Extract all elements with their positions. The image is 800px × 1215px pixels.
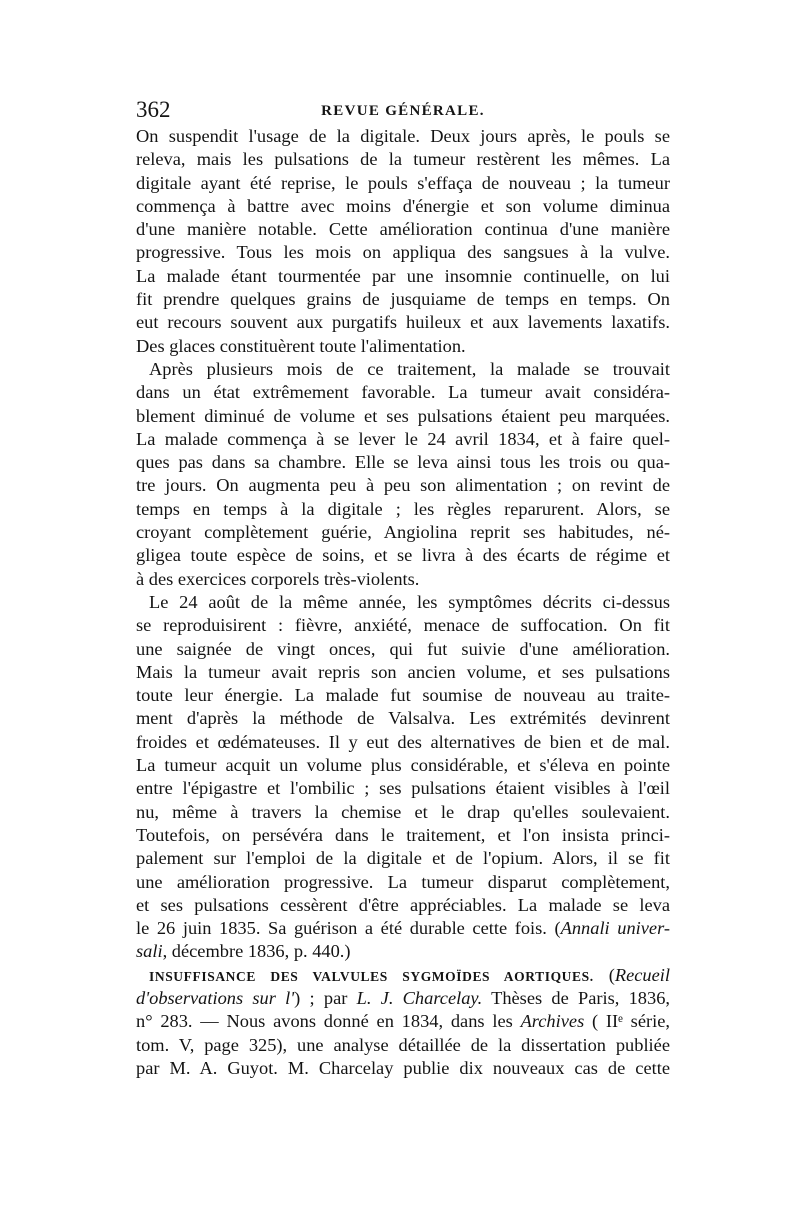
paragraph-2 <box>136 358 670 591</box>
text-line <box>136 940 670 963</box>
text-line: commença à battre avec moins d'énergie et son volume diminua <box>136 195 670 216</box>
text-segment: ( IIᵉ série, <box>584 1011 670 1032</box>
text-segment: , décembre 1836, p. 440.) <box>162 941 351 962</box>
text-line: froides et œdémateuses. Il y eut des alternatives de bien et de mal. <box>136 731 670 752</box>
text-line: entre l'épigastre et l'ombilic ; ses pulsations étaient visibles à l'œil <box>136 778 670 799</box>
text-line: nu, même à travers la chemise et le drap qu'elles soulevaient. <box>136 801 670 822</box>
text-line: se reproduisirent : fièvre, anxiété, menace de suffocation. On fit <box>136 615 670 636</box>
text-line: Toutefois, on persévéra dans le traitement, et l'on insista princi- <box>136 824 670 845</box>
text-line: toute leur énergie. La malade fut soumise de nouveau au traite- <box>136 685 670 706</box>
work-title: d'observations sur l' <box>136 987 295 1008</box>
work-title: Recueil <box>614 964 670 985</box>
paragraph-3 <box>136 591 670 964</box>
text-segment: le 26 juin 1835. Sa guérison a été durable cette fois. ( <box>136 918 561 939</box>
text-line: temps en temps à la digitale ; les règles reparurent. Alors, se <box>136 498 670 519</box>
paragraph-4 <box>136 964 670 1080</box>
text-line: ques pas dans sa chambre. Elle se leva ainsi tous les trois ou qua- <box>136 452 670 473</box>
text-line: palement sur l'emploi de la digitale et de l'opium. Alors, il se fit <box>136 848 670 869</box>
text-line: eut recours souvent aux purgatifs huileux et aux lavements laxatifs. <box>136 312 670 333</box>
journal-title: sali <box>136 941 163 962</box>
document-page <box>136 95 670 1080</box>
author-name: L. J. Charcelay. <box>356 987 483 1008</box>
text-line: croyant complètement guérie, Angiolina reprit ses habitudes, né- <box>136 522 670 543</box>
page-header <box>136 95 670 125</box>
text-line: progressive. Tous les mois on appliqua des sangsues à la vulve. <box>136 242 670 263</box>
text-line <box>136 987 670 1010</box>
paragraph-1 <box>136 125 670 358</box>
text-line: La malade étant tourmentée par une insomnie continuelle, on lui <box>136 265 670 286</box>
text-line: Des glaces constituèrent toute l'alimentation. <box>136 335 466 356</box>
text-line: d'une manière notable. Cette amélioration continua d'une manière <box>136 219 670 240</box>
text-line: et ses pulsations cessèrent d'être appréciables. La malade se leva <box>136 894 670 915</box>
section-title: INSUFFISANCE DES VALVULES SYGMOÏDES AORTIQUES. <box>149 968 594 984</box>
text-line: On suspendit l'usage de la digitale. Deux jours après, le pouls se <box>136 126 670 146</box>
journal-title: Annali univer- <box>560 918 670 939</box>
text-line: dans un état extrêmement favorable. La tumeur avait considéra- <box>136 382 670 403</box>
text-line: gligea toute espèce de soins, et se livra à des écarts de régime et <box>136 545 670 566</box>
page-number: 362 <box>136 97 171 122</box>
text-line: La malade commença à se lever le 24 avril 1834, et à faire quel- <box>136 428 670 449</box>
text-line: Le 24 août de la même année, les symptômes décrits ci-dessus <box>149 591 670 612</box>
text-line: à des exercices corporels très-violents. <box>136 568 420 589</box>
text-line: releva, mais les pulsations de la tumeur restèrent les mêmes. La <box>136 149 670 170</box>
text-line: Mais la tumeur avait repris son ancien volume, et ses pulsations <box>136 661 670 682</box>
text-line <box>136 917 670 940</box>
text-segment: ) ; par <box>294 987 357 1008</box>
text-line: digitale ayant été reprise, le pouls s'effaça de nouveau ; la tumeur <box>136 172 670 193</box>
text-segment: n° 283. — Nous avons donné en 1834, dans les <box>136 1011 521 1032</box>
text-line <box>136 1010 670 1033</box>
text-line: une saignée de vingt onces, qui fut suivie d'une amélioration. <box>136 638 670 659</box>
text-segment: ( <box>593 964 615 985</box>
text-line: tre jours. On augmenta peu à peu son alimentation ; on revint de <box>136 475 670 496</box>
running-head: REVUE GÉNÉRALE. <box>321 103 485 119</box>
text-line: une amélioration progressive. La tumeur disparut complètement, <box>136 871 670 892</box>
text-line: fit prendre quelques grains de jusquiame de temps en temps. On <box>136 289 670 310</box>
text-line: ment d'après la méthode de Valsalva. Les extrémités devinrent <box>136 708 670 729</box>
text-line: par M. A. Guyot. M. Charcelay publie dix nouveaux cas de cette <box>136 1057 670 1078</box>
journal-title: Archives <box>520 1011 585 1032</box>
text-line: Après plusieurs mois de ce traitement, la malade se trouvait <box>149 358 670 379</box>
text-line <box>136 964 670 987</box>
text-line: blement diminué de volume et ses pulsations étaient peu marquées. <box>136 405 670 426</box>
text-line: tom. V, page 325), une analyse détaillée de la dissertation publiée <box>136 1034 670 1055</box>
text-segment: Thèses de Paris, 1836, <box>482 987 670 1008</box>
text-line: La tumeur acquit un volume plus considérable, et s'éleva en pointe <box>136 755 670 776</box>
